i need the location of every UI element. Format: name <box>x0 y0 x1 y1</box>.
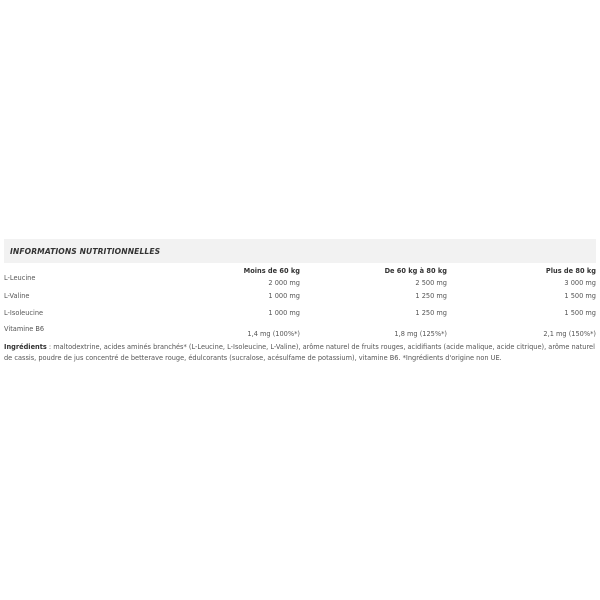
table-cell: 2,1 mg (150%*) <box>543 330 596 338</box>
table-cell: 1 250 mg <box>415 309 447 317</box>
nutrition-table <box>4 263 596 343</box>
nutrition-panel <box>4 239 596 343</box>
table-cell: 1 250 mg <box>415 292 447 300</box>
table-cell: 2 500 mg <box>415 279 447 287</box>
table-cell: 1 500 mg <box>564 292 596 300</box>
table-cell: 1 500 mg <box>564 309 596 317</box>
section-title: INFORMATIONS NUTRITIONNELLES <box>10 246 161 256</box>
ingredients-paragraph <box>4 342 596 364</box>
row-label-vitamin-b6: Vitamine B6 <box>4 325 45 333</box>
row-label-leucine: L-Leucine <box>4 274 36 282</box>
table-cell: 1 000 mg <box>268 292 300 300</box>
ingredients-text: : maltodextrine, acides aminés branchés* (L-Leucine, L-Isoleucine, L-Valine), arôme naturel de fruits rouges, acidifiants (acide malique, acide citrique), arôme naturel de cassis, poudre de jus concentré de betterave rouge, édulcorants (sucralose, acésulfame de potassium), vitamine B6. *Ingrédients d'origine non UE. <box>4 343 595 362</box>
row-label-valine: L-Valine <box>4 292 30 300</box>
table-cell: 1,8 mg (125%*) <box>394 330 447 338</box>
table-cell: 3 000 mg <box>564 279 596 287</box>
column-header-over-80kg: Plus de 80 kg <box>545 267 596 275</box>
column-header-60-80kg: De 60 kg à 80 kg <box>384 267 447 275</box>
row-label-isoleucine: L-Isoleucine <box>4 309 44 317</box>
table-cell: 1 000 mg <box>268 309 300 317</box>
nutrition-header <box>4 239 596 263</box>
column-header-under-60kg: Moins de 60 kg <box>243 267 300 275</box>
table-cell: 2 000 mg <box>268 279 300 287</box>
table-cell: 1,4 mg (100%*) <box>247 330 300 338</box>
ingredients-label: Ingrédients <box>4 343 47 351</box>
